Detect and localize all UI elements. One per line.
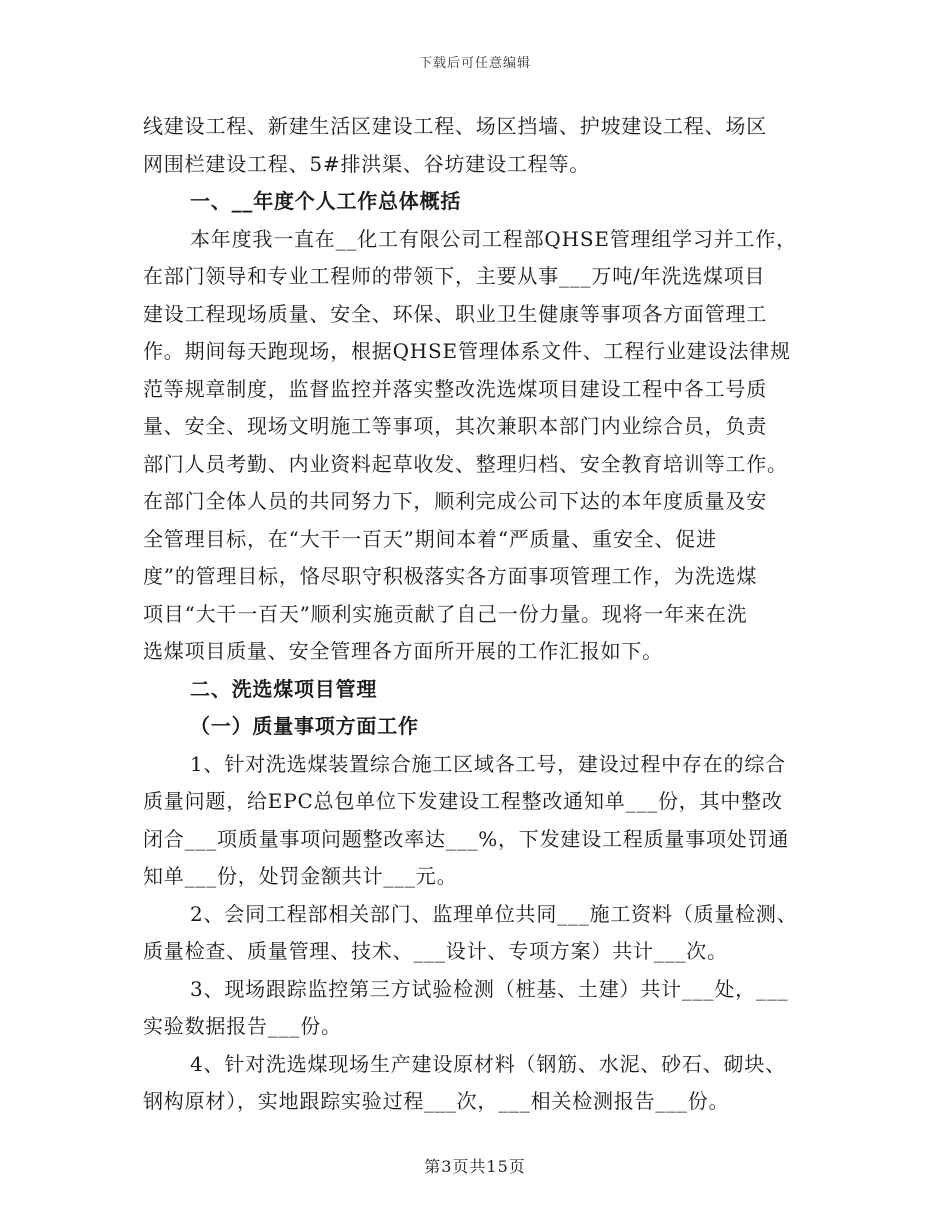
text-line: 知单___份，处罚金额共计___元。 [143, 864, 458, 888]
section-heading: （一）质量事项方面工作 [190, 714, 419, 738]
page-header: 下载后可任意编辑 [418, 56, 531, 71]
text-line: 实验数据报告___份。 [143, 1014, 342, 1038]
text-line: 作。期间每天跑现场，根据QHSE管理体系文件、工程行业建设法律规 [143, 339, 791, 363]
text-line: 量、安全、现场文明施工等事项，其次兼职本部门内业综合员，负责 [143, 414, 767, 438]
section-heading: 一、__年度个人工作总体概括 [190, 189, 462, 213]
text-line: 3、现场跟踪监控第三方试验检测（桩基、土建）共计___处，___ [190, 976, 789, 1001]
text-line: 范等规章制度，监督监控并落实整改洗选煤项目建设工程中各工号质 [143, 376, 767, 401]
text-line: 全管理目标，在“大干一百天”期间本着“严质量、重安全、促进 [143, 526, 717, 551]
text-line: 项目“大干一百天”顺利实施贡献了自己一份力量。现将一年来在洗 [143, 601, 748, 626]
text-line: 部门人员考勤、内业资料起草收发、整理归档、安全教育培训等工作。 [143, 451, 788, 476]
text-line: 质量问题，给EPC总包单位下发建设工程整改通知单___份，其中整改 [143, 789, 783, 813]
text-line: 质量检查、质量管理、技术、___设计、专项方案）共计___次。 [143, 939, 728, 963]
text-line: 在部门全体人员的共同努力下，顺利完成公司下达的本年度质量及安 [143, 489, 767, 513]
text-line: 钢构原材），实地跟踪实验过程___次，___相关检测报告___份。 [143, 1089, 730, 1113]
text-line: 建设工程现场质量、安全、环保、职业卫生健康等事项各方面管理工 [143, 301, 767, 326]
text-line: 4、针对洗选煤现场生产建设原材料（钢筋、水泥、砂石、砌块、 [190, 1051, 786, 1076]
text-line: 本年度我一直在__化工有限公司工程部QHSE管理组学习并工作， [190, 226, 797, 251]
page-footer: 第3页共15页 [424, 1157, 526, 1176]
text-line: 闭合___项质量事项问题整改率达___%，下发建设工程质量事项处罚通 [143, 826, 790, 851]
text-line: 2、会同工程部相关部门、监理单位共同___施工资料（质量检测、 [190, 901, 798, 926]
text-line: 线建设工程、新建生活区建设工程、场区挡墙、护坡建设工程、场区 [143, 114, 767, 138]
text-line: 度”的管理目标，恪尽职守积极落实各方面事项管理工作，为洗选煤 [143, 564, 758, 588]
document-body [143, 108, 808, 1121]
text-line: 1、针对洗选煤装置综合施工区域各工号，建设过程中存在的综合 [190, 751, 786, 776]
section-heading: 二、洗选煤项目管理 [190, 676, 378, 701]
text-line: 在部门领导和专业工程师的带领下，主要从事___万吨/年洗选煤项目 [143, 264, 766, 288]
text-line: 选煤项目质量、安全管理各方面所开展的工作汇报如下。 [143, 639, 663, 663]
text-line: 网围栏建设工程、5#排洪渠、谷坊建设工程等。 [143, 151, 591, 176]
